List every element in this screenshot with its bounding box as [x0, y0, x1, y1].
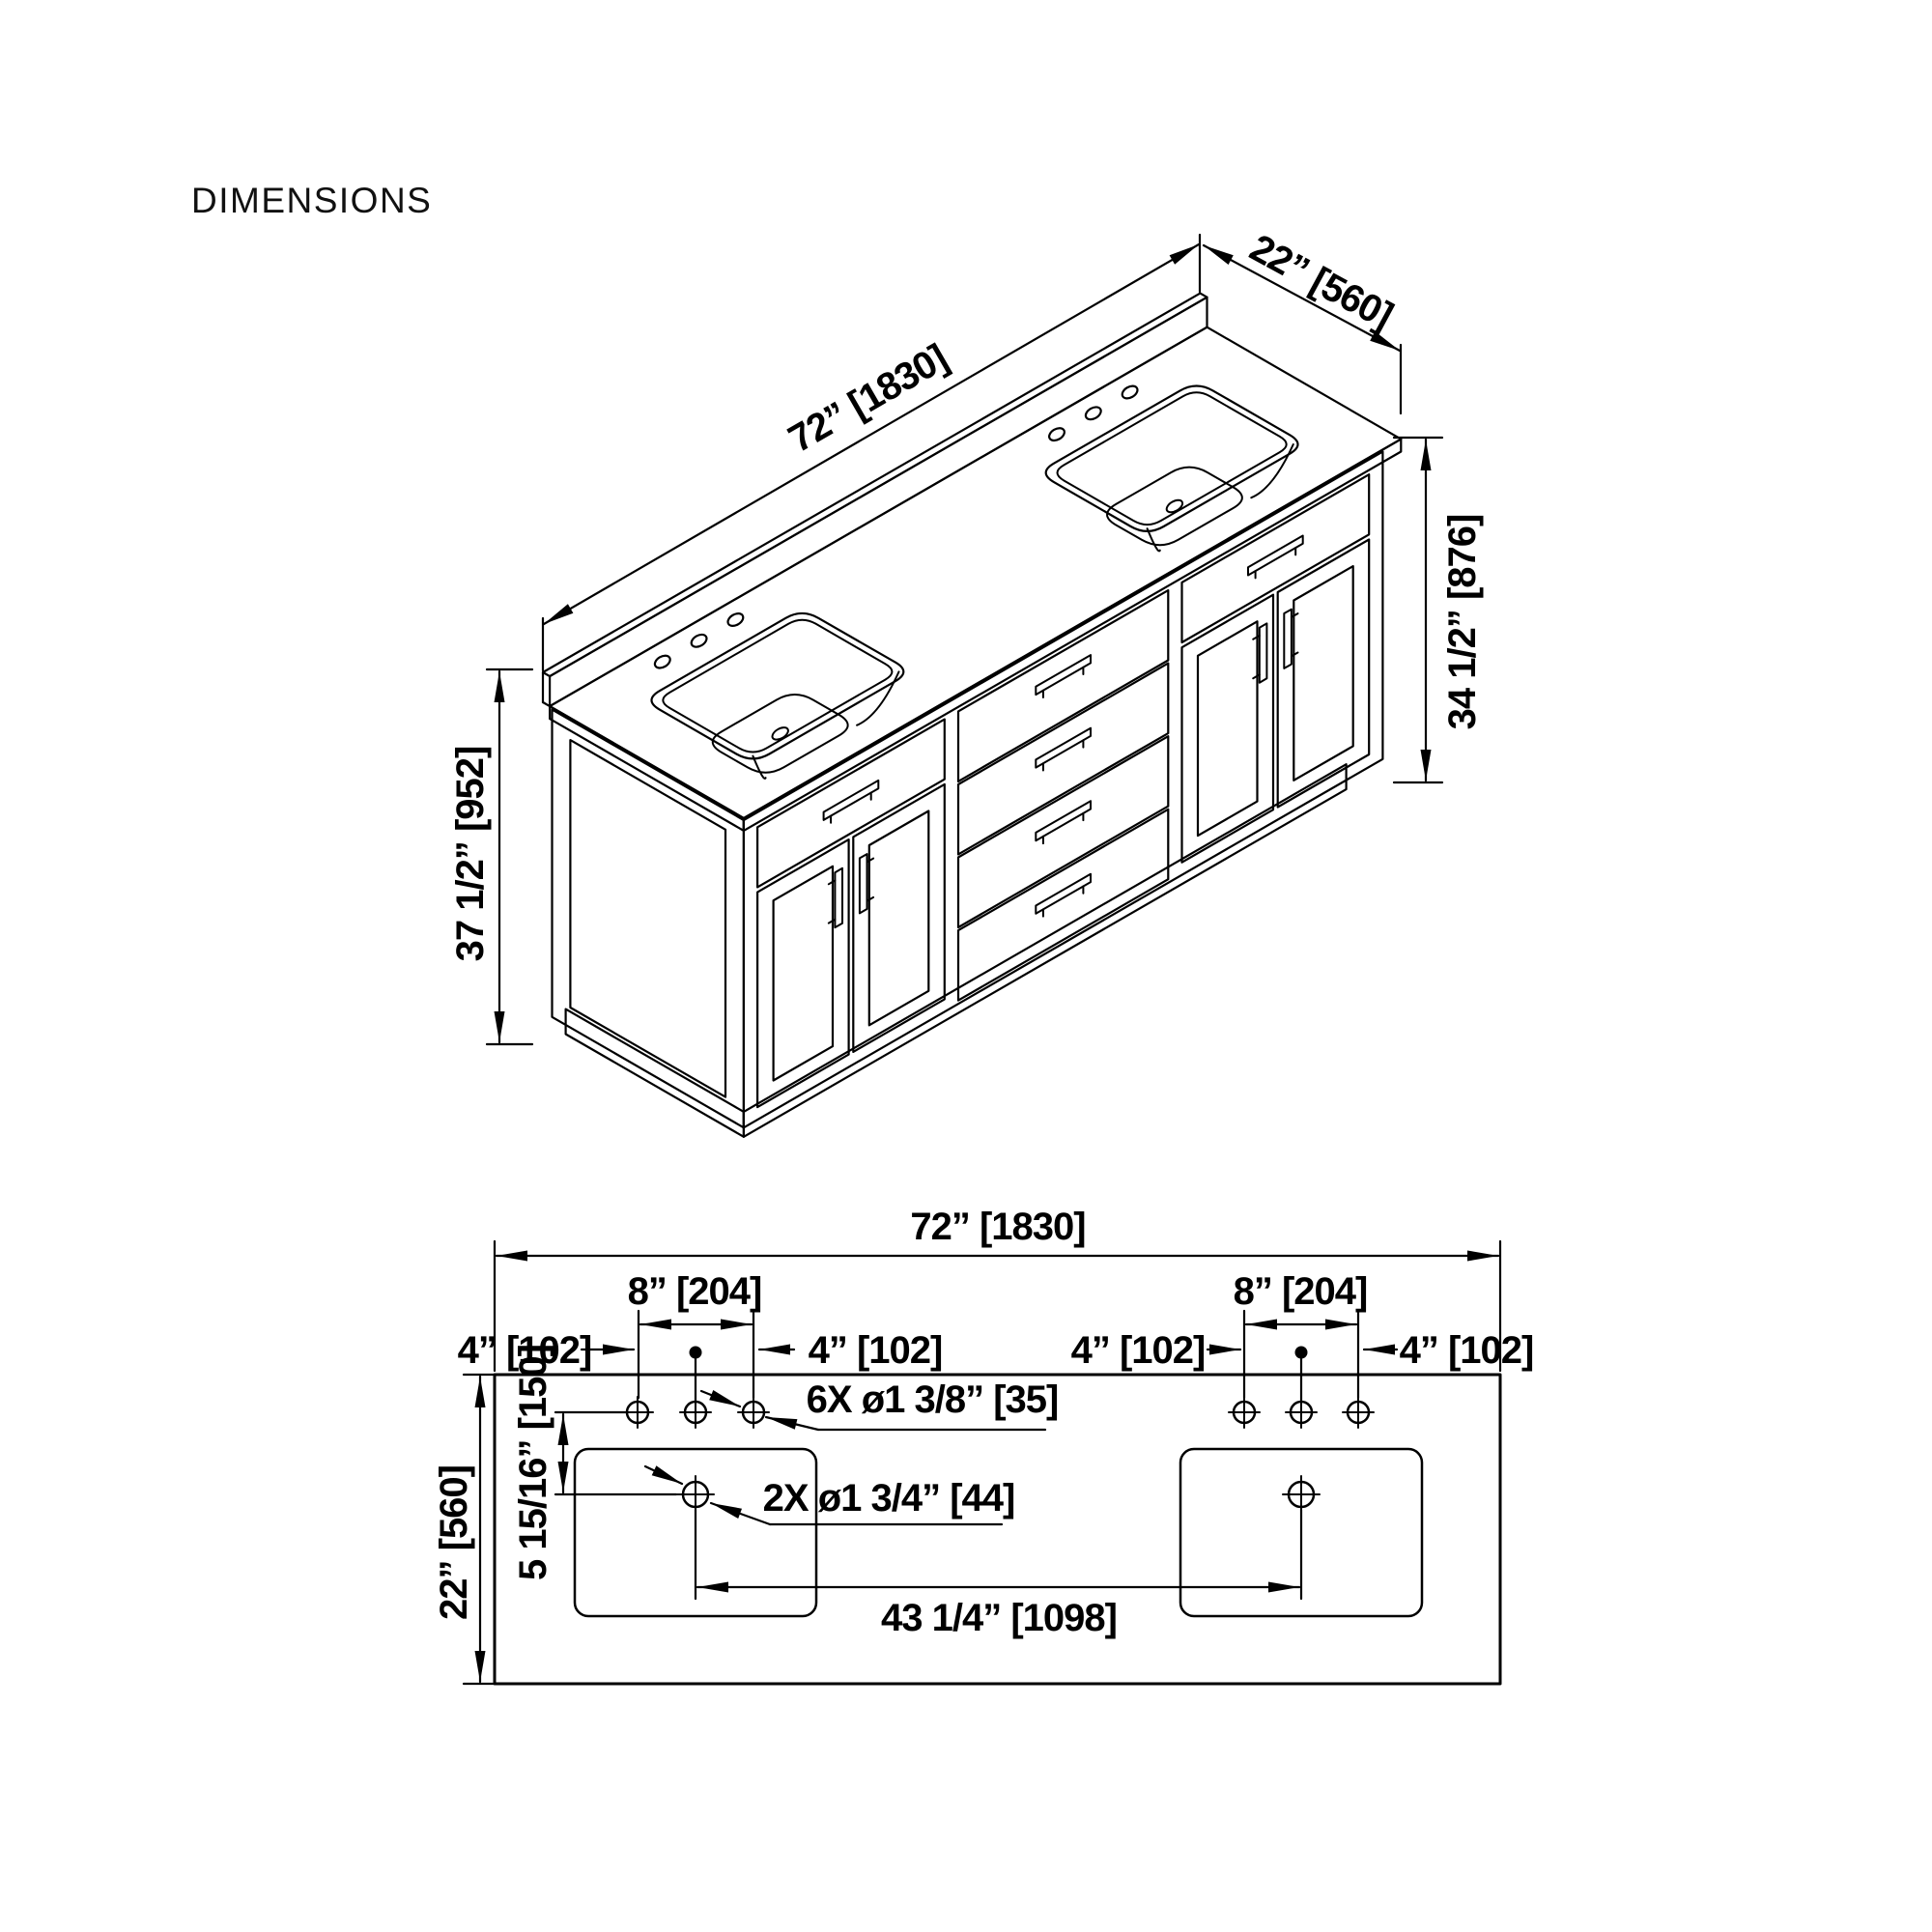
arrowhead: [475, 1651, 486, 1682]
drawing-line: [566, 1009, 744, 1137]
page-title: DIMENSIONS: [191, 181, 433, 220]
drawing-line: [1260, 623, 1267, 682]
arrowhead: [558, 1414, 569, 1445]
arrowhead: [652, 1465, 682, 1484]
arrowhead: [759, 1345, 790, 1355]
arrowhead: [475, 1377, 486, 1407]
faucet-hole: [689, 632, 708, 649]
arrowhead: [721, 1320, 752, 1330]
arrowhead: [558, 1462, 569, 1492]
drawing-line: [1148, 528, 1160, 551]
arrowhead: [495, 1011, 505, 1042]
drawing-line: [1251, 444, 1293, 497]
arrowhead: [603, 1345, 634, 1355]
arrowhead: [1325, 1320, 1356, 1330]
plan-edge-offset-label-3: 4” [102]: [1070, 1329, 1206, 1372]
drawing-line: [835, 868, 842, 927]
arrowhead: [1364, 1345, 1395, 1355]
arrowhead: [640, 1320, 671, 1330]
arrowhead: [1170, 244, 1199, 265]
drawing-line: [1046, 386, 1298, 531]
arrowhead: [709, 1390, 740, 1406]
plan-sink-center-distance-label: 43 1/4” [1098]: [881, 1597, 1117, 1639]
faucet-hole: [1047, 426, 1066, 443]
arrowhead: [711, 1503, 742, 1519]
arrowhead: [1246, 1320, 1277, 1330]
drawing-line: [713, 695, 848, 773]
plan-edge-offset-label-2: 4” [102]: [808, 1329, 943, 1372]
iso-counter-height-dimension-label: 34 1/2” [876]: [1441, 514, 1484, 730]
plan-drain-hole-callout: 2X ø1 3/4” [44]: [762, 1477, 1015, 1520]
arrowhead: [495, 671, 505, 702]
center-dot: [1295, 1347, 1308, 1359]
plan-faucet-spread-right-label: 8” [204]: [1233, 1270, 1368, 1313]
drawing-line: [857, 671, 898, 724]
arrowhead: [544, 604, 573, 624]
faucet-hole: [653, 653, 672, 670]
drawing-line: [774, 867, 833, 1081]
arrowhead: [1204, 245, 1234, 265]
plan-depth-dimension-label: 22” [560]: [433, 1465, 475, 1620]
drawing-line: [1293, 566, 1352, 781]
arrowhead: [697, 1582, 728, 1593]
plan-faucet-spread-left-label: 8” [204]: [627, 1270, 762, 1313]
plan-faucet-to-drain-label: 5 15/16” [150]: [512, 1345, 554, 1580]
drawing-line: [543, 294, 1208, 676]
drawing-line: [860, 854, 867, 913]
arrowhead: [1421, 440, 1432, 470]
drain-hole: [770, 725, 790, 743]
drain-hole: [1165, 497, 1185, 515]
arrowhead: [1268, 1582, 1299, 1593]
iso-total-height-dimension-label: 37 1/2” [952]: [449, 746, 492, 962]
center-dot: [690, 1347, 702, 1359]
drawing-line: [550, 298, 1207, 706]
arrowhead: [1467, 1251, 1498, 1262]
drawing-line: [553, 710, 744, 1128]
drawing-line: [1107, 468, 1242, 546]
iso-depth-dimension-label: 22” [560]: [1242, 226, 1400, 338]
iso-width-dimension-label: 72” [1830]: [781, 336, 954, 462]
arrowhead: [497, 1251, 527, 1262]
arrowhead: [1421, 750, 1432, 781]
plan-edge-offset-label-1: 4” [102]: [457, 1329, 592, 1372]
arrowhead: [1209, 1345, 1240, 1355]
faucet-hole: [725, 611, 745, 628]
drawing-line: [1284, 610, 1292, 668]
arrowhead: [766, 1417, 797, 1430]
drawing-line: [652, 613, 904, 758]
drawing-line: [1198, 621, 1258, 836]
faucet-hole: [1084, 405, 1103, 422]
drawing-line: [753, 756, 765, 779]
drawing-line: [1248, 536, 1303, 576]
plan-faucet-hole-callout: 6X ø1 3/8” [35]: [806, 1378, 1059, 1421]
drawing-line: [544, 244, 1199, 624]
plan-edge-offset-label-4: 4” [102]: [1399, 1329, 1534, 1372]
drawing-line: [824, 781, 879, 820]
isometric-view: [487, 235, 1442, 1137]
faucet-hole: [1120, 384, 1139, 401]
plan-width-dimension-label: 72” [1830]: [910, 1206, 1086, 1248]
drawing-line: [869, 811, 929, 1026]
